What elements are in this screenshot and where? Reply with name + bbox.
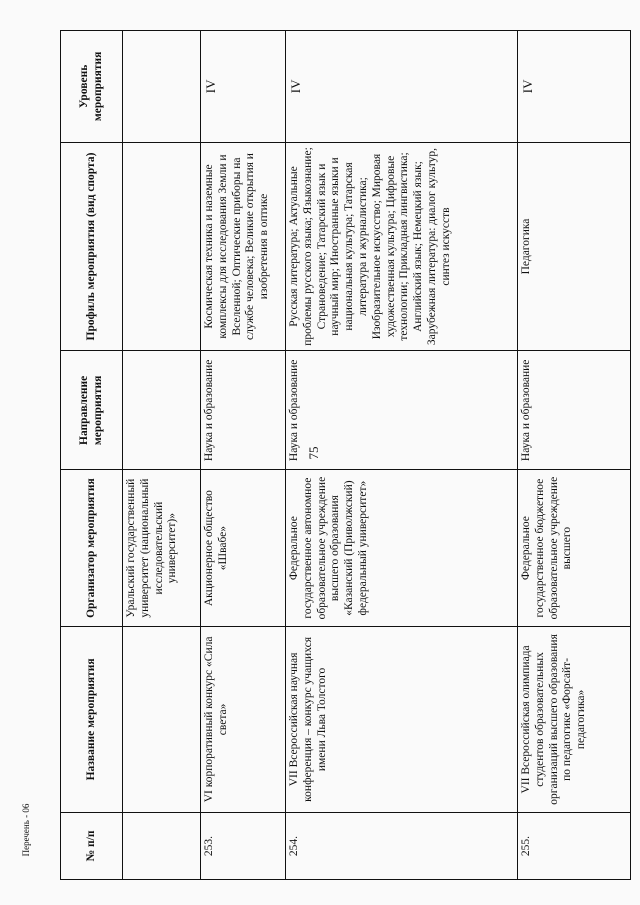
cell-num: 255. [518,812,631,879]
table-row [518,31,631,880]
footer-note: Перечень - 06 [21,803,31,857]
cell-direction: Наука и образование [201,351,286,470]
header-organizer: Организатор мероприятия [61,470,123,626]
header-profile: Профиль мероприятия (вид спорта) [61,142,123,351]
cell-level [123,31,201,143]
cell-name: VII Всероссийская научная конференция – конкурс учащихся имени Льва Толстого [286,626,518,812]
page-number: 75 [306,446,321,460]
cell-organizer: Акционерное общество «Швабе» [201,470,286,626]
cell-profile: Педагогика [518,142,631,351]
cell-profile: Космическая техника и наземные комплексы для исследования Земли и Вселенной; Оптические приборы на службе человека; Великие открытия и изобретения в оптике [201,142,286,351]
cell-level: IV [201,31,286,143]
events-table [60,30,631,880]
table-row [123,31,201,880]
header-num: № п/п [61,812,123,879]
cell-organizer: Уральский государственный университет (национальный исследовательский университет)» [123,470,201,626]
cell-num: 254. [286,812,518,879]
cell-num: 253. [201,812,286,879]
cell-name: VII Всероссийская олимпиада студентов образовательных организаций высшего образования по педагогике «Форсайт-педагогика» [518,626,631,812]
cell-name: VI корпоративный конкурс «Сила света» [201,626,286,812]
cell-organizer: Федеральное государственное автономное образовательное учреждение высшего образования «Казанский (Приволжский) федеральный университет» [286,470,518,626]
cell-num [123,812,201,879]
cell-profile [123,142,201,351]
rotated-table-wrapper [60,30,630,880]
cell-direction: Наука и образование [518,351,631,470]
header-name: Название мероприятия [61,626,123,812]
table-header-row [61,31,123,880]
cell-direction: Наука и образование [286,351,518,470]
table-row [286,31,518,880]
table-row [201,31,286,880]
cell-level: IV [286,31,518,143]
header-level: Уровень мероприятия [61,31,123,143]
header-direction: Направление мероприятия [61,351,123,470]
cell-direction [123,351,201,470]
cell-name [123,626,201,812]
cell-profile: Русская литература; Актуальные проблемы русского языка; Языкознание; Страноведение; Татарский язык и научный мир; Иностранные языки и национальная культура; Татарская литература и журналистика; Изобразительное искусство; Мировая художественная культура; Цифровые технологии; Прикладная лингвистика; Английский язык; Немецкий язык; Зарубежная литература: диалог культур, синтез искусств [286,142,518,351]
cell-level: IV [518,31,631,143]
cell-organizer: Федеральное государственное бюджетное образовательное учреждение высшего [518,470,631,626]
